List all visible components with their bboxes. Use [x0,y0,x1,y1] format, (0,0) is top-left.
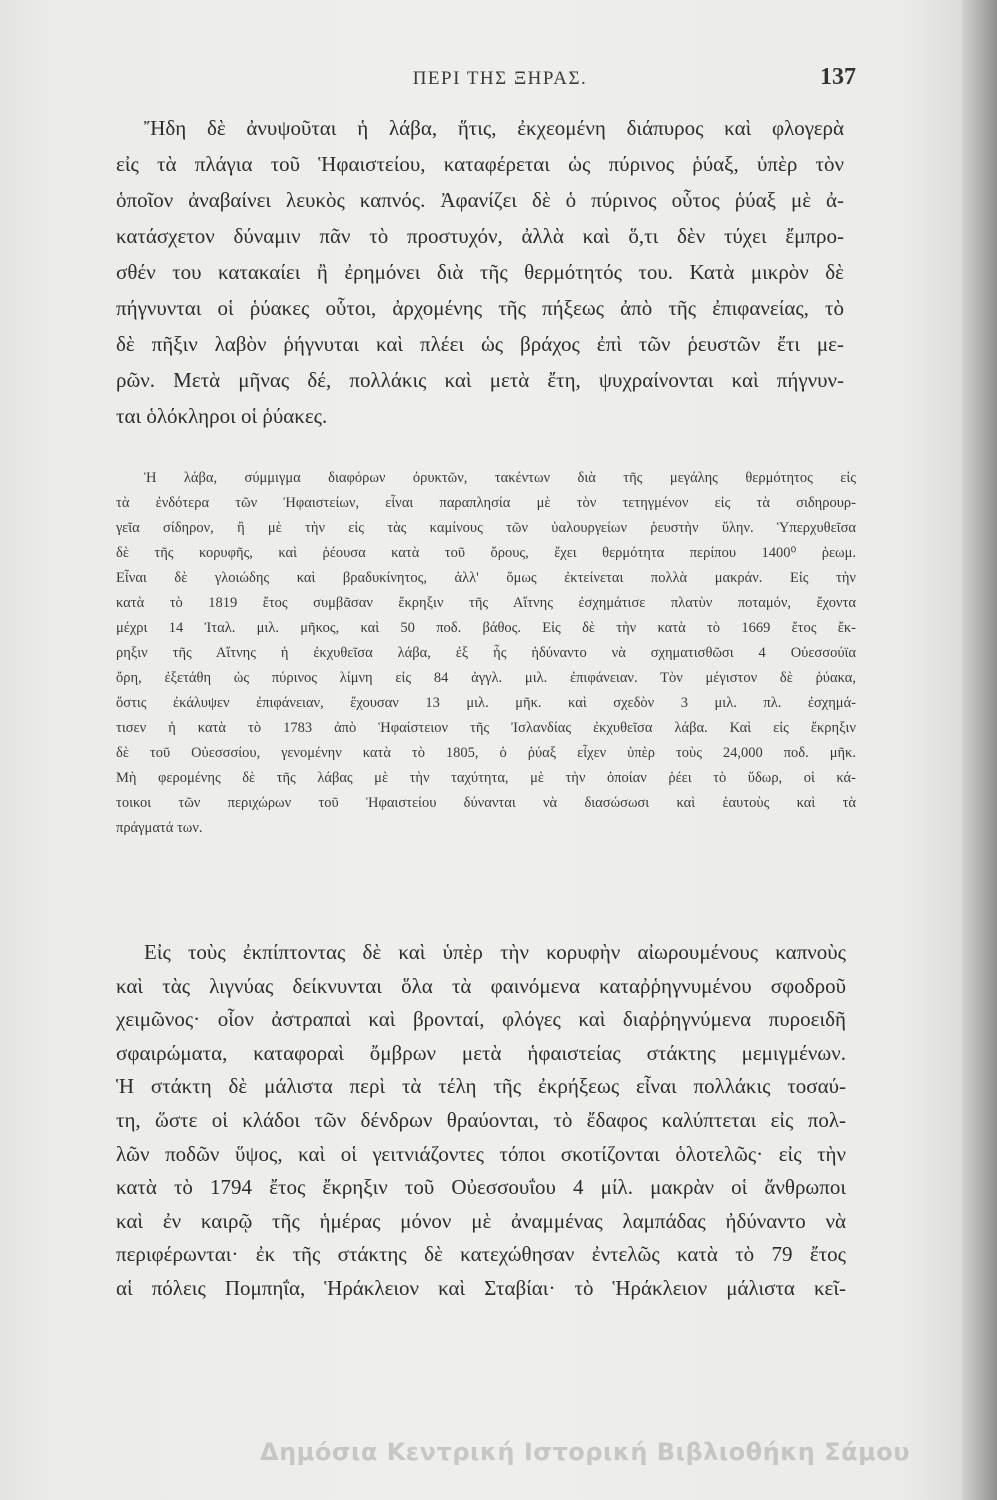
note-line: γεῖα σίδηρον, ἢ μὲ τὴν εἰς τὰς καμίνους τῶν ὑαλουργείων ῥευστὴν ὕλην. Ὑπερχυθεῖσα [116,520,856,536]
text-line: Ἤδη δὲ ἀνυψοῦται ἡ λάβα, ἥτις, ἐκχεομένη διάπυρος καὶ φλογερὰ [144,116,844,140]
text-line: σφαιρώματα, καταφοραὶ ὄμβρων μετὰ ἡφαιστείας στάκτης μεμιγμένων. [116,1040,846,1065]
text-line: Ἡ στάκτη δὲ μάλιστα περὶ τὰ τέλη τῆς ἐκρήξεως εἶναι πολλάκις τοσαύ- [116,1074,846,1099]
text-line: χειμῶνος· οἷον ἀστραπαὶ καὶ βρονταί, φλόγες καὶ διαῤῥηγνύμενα πυροειδῆ [116,1007,846,1032]
text-line: δὲ πῆξιν λαβὸν ῥήγνυται καὶ πλέει ὡς βράχος ἐπὶ τῶν ῥευστῶν ἔτι με- [116,332,844,356]
text-line: σθέν του κατακαίει ἢ ἐρημόνει διὰ τῆς θερμότητός του. Κατὰ μικρὸν δὲ [116,260,844,284]
page-edge-shadow [962,0,997,1500]
text-line: κατὰ τὸ 1794 ἔτος ἔκρηξιν τοῦ Οὐεσσουΐου 4 μίλ. μακρὰν οἱ ἄνθρωποι [116,1175,846,1200]
note-line: ρηξιν τῆς Αἴτνης ἡ ἐκχυθεῖσα λάβα, ἐξ ἧς ἠδύναντο νὰ σχηματισθῶσι 4 Οὐεσσούϊα [116,645,856,661]
main-paragraph-2 [116,936,846,1306]
note-line: ὄρη, ἐξετάθη ὡς πύρινος λίμνη εἰς 84 ἀγγλ. μιλ. ἐπιφάνειαν. Τὸν μέγιστον δὲ ῥύακα, [116,670,856,686]
note-line: Μὴ φερομένης δὲ τῆς λάβας μὲ τὴν ταχύτητα, μὲ τὴν ὁποίαν ῥέει τὸ ὕδωρ, οἱ κά- [116,770,856,786]
library-watermark: Δημόσια Κεντρική Ιστορική Βιβλιοθήκη Σάμου [260,1438,910,1466]
note-line: τὰ ἐνδότερα τῶν Ἡφαιστείων, εἶναι παραπλησία μὲ τὸν τετηγμένον εἰς τὰ σιδηρουρ- [116,495,856,511]
text-line: καὶ τὰς λιγνύας δείκνυνται ὅλα τὰ φαινόμενα καταῤῥηγνυμένου σφοδροῦ [116,973,846,998]
text-line: λῶν ποδῶν ὕψος, καὶ οἱ γειτνιάζοντες τόποι σκοτίζονται ὁλοτελῶς· εἰς τὴν [116,1141,846,1166]
note-line: κατὰ τὸ 1819 ἔτος συμβᾶσαν ἔκρηξιν τῆς Αἴτνης ἐσχημάτισε πλατὺν ποταμόν, ἔχοντα [116,595,856,611]
text-line: εἰς τὰ πλάγια τοῦ Ἡφαιστείου, καταφέρεται ὡς πύρινος ῥύαξ, ὑπὲρ τὸν [116,152,844,176]
note-line: δὲ τῆς κορυφῆς, καὶ ῥέουσα κατὰ τοῦ ὄρους, ἔχει θερμότητα περίπου 1400⁰ ῥεωμ. [116,545,856,561]
text-line: αἱ πόλεις Πομπηΐα, Ἡράκλειον καὶ Σταβίαι· τὸ Ἡράκλειον μάλιστα κεῖ- [116,1275,846,1300]
main-paragraph-1 [116,110,844,434]
text-line: ρῶν. Μετὰ μῆνας δέ, πολλάκις καὶ μετὰ ἔτη, ψυχραίνονται καὶ πήγνυν- [116,368,844,392]
footnote-block [116,466,856,841]
text-line: Εἰς τοὺς ἐκπίπτοντας δὲ καὶ ὑπὲρ τὴν κορυφὴν αἰωρουμένους καπνοὺς [144,940,846,964]
text-line: τη, ὥστε οἱ κλάδοι τῶν δένδρων θραύονται, τὸ ἔδαφος καλύπτεται εἰς πολ- [116,1107,846,1132]
text-line: ται ὁλόκληροι οἱ ῥύακες. [116,404,328,428]
note-line: ὅστις ἐκάλυψεν ἐπιφάνειαν, ἔχουσαν 13 μιλ. μῆκ. καὶ σχεδὸν 3 μιλ. πλ. ἐσχημά- [116,695,856,711]
note-line: πράγματά των. [116,820,203,836]
text-line: πήγνυνται οἱ ῥύακες οὗτοι, ἀρχομένης τῆς πήξεως ἀπὸ τῆς ἐπιφανείας, τὸ [116,296,844,320]
text-line: κατάσχετον δύναμιν πᾶν τὸ προστυχόν, ἀλλὰ καὶ ὅ,τι δὲν τύχει ἔμπρο- [116,224,844,248]
text-line: καὶ ἐν καιρῷ τῆς ἡμέρας μόνον μὲ ἀναμμένας λαμπάδας ἠδύναντο νὰ [116,1208,846,1233]
running-title: ΠΕΡΙ ΤΗΣ ΞΗΡΑΣ. [412,68,588,89]
note-line: δὲ τοῦ Οὐεσσσίου, γενομένην κατὰ τὸ 1805, ὁ ῥύαξ εἶχεν ὑπὲρ τοὺς 24,000 ποδ. μῆκ. [116,745,856,761]
page-number: 137 [820,64,856,90]
note-line: Ἡ λάβα, σύμμιγμα διαφόρων ὀρυκτῶν, τακέντων διὰ τῆς μεγάλης θερμότητος εἰς [144,470,856,486]
note-line: Εἶναι δὲ γλοιώδης καὶ βραδυκίνητος, ἀλλ' ὅμως ἐκτείνεται πολλὰ μακράν. Εἰς τὴν [116,570,856,586]
text-line: ὁποῖον ἀναβαίνει λευκὸς καπνός. Ἀφανίζει δὲ ὁ πύρινος οὗτος ῥύαξ μὲ ἀ- [116,188,844,212]
text-line: περιφέρωνται· ἐκ τῆς στάκτης δὲ κατεχώθησαν ἐντελῶς κατὰ τὸ 79 ἔτος [116,1242,846,1267]
note-line: τισεν ἡ κατὰ τὸ 1783 ἀπὸ Ἡφαίστειον τῆς Ἰσλανδίας ἐκχυθεῖσα λάβα. Καὶ εἰς ἔκρηξιν [116,720,856,736]
note-line: τοικοι τῶν περιχώρων τοῦ Ἡφαιστείου δύνανται νὰ διασώσωσι καὶ ἑαυτοὺς καὶ τὰ [116,795,856,811]
note-line: μέχρι 14 Ἰταλ. μιλ. μῆκος, καὶ 50 ποδ. βάθος. Εἰς δὲ τὴν κατὰ τὸ 1669 ἔτος ἔκ- [116,620,856,636]
